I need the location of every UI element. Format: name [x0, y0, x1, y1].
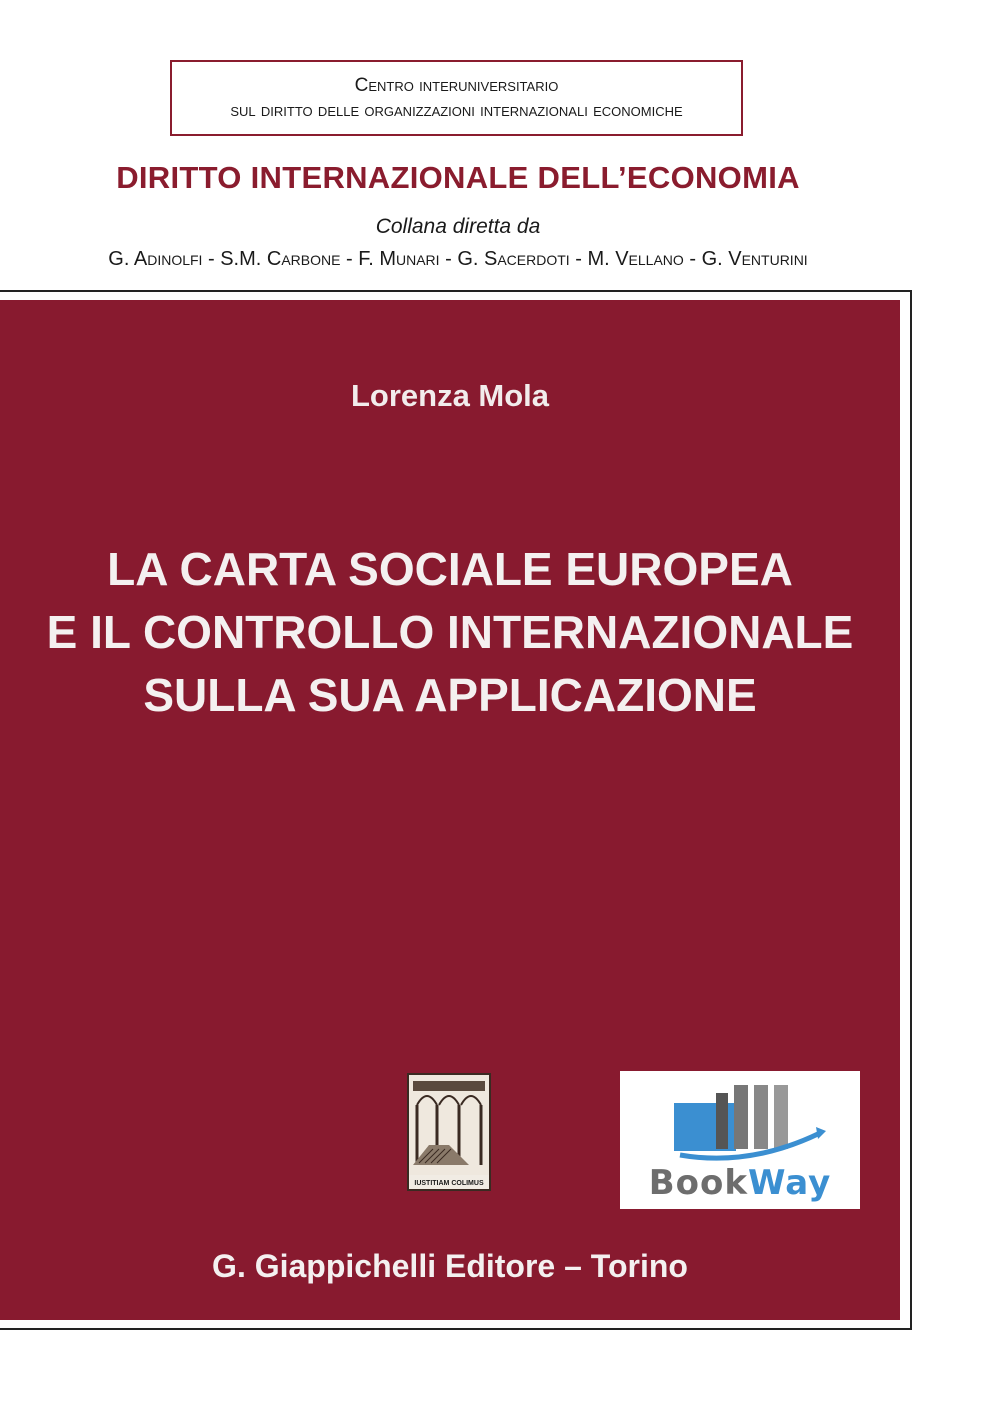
- bookway-watermark: [620, 1071, 860, 1209]
- series-header-box: [170, 60, 743, 136]
- publisher-name: G. Giappichelli Editore – Torino: [212, 1248, 688, 1284]
- book-author: Lorenza Mola: [350, 378, 550, 413]
- bookway-logo-icon: [620, 1071, 860, 1166]
- emblem-architecture-icon: [409, 1075, 489, 1175]
- book-title-line-3: SULLA SUA APPLICAZIONE: [143, 669, 757, 721]
- book-title-line-1: LA CARTA SOCIALE EUROPEA: [107, 543, 793, 595]
- series-collana-label: Collana diretta da: [375, 215, 541, 238]
- book-title: [0, 538, 900, 727]
- book-title-line-2: E IL CONTROLLO INTERNAZIONALE: [46, 606, 854, 658]
- series-title: DIRITTO INTERNAZIONALE DELL’ECONOMIA: [116, 160, 800, 195]
- emblem-motto: IUSTITIAM COLIMUS: [414, 1180, 484, 1187]
- series-editors: G. Adinolfi - S.M. Carbone - F. Munari - G. Sacerdoti - M. Vellano - G. Venturini: [108, 248, 808, 270]
- bookway-wordmark: [620, 1163, 860, 1203]
- bookway-word-way: Way: [747, 1163, 832, 1203]
- header-line-2: sul diritto delle organizzazioni internazionali economiche: [230, 100, 683, 121]
- publisher-emblem: [407, 1073, 491, 1191]
- header-line-1: Centro interuniversitario: [354, 75, 559, 96]
- bookway-word-book: Book: [648, 1163, 748, 1203]
